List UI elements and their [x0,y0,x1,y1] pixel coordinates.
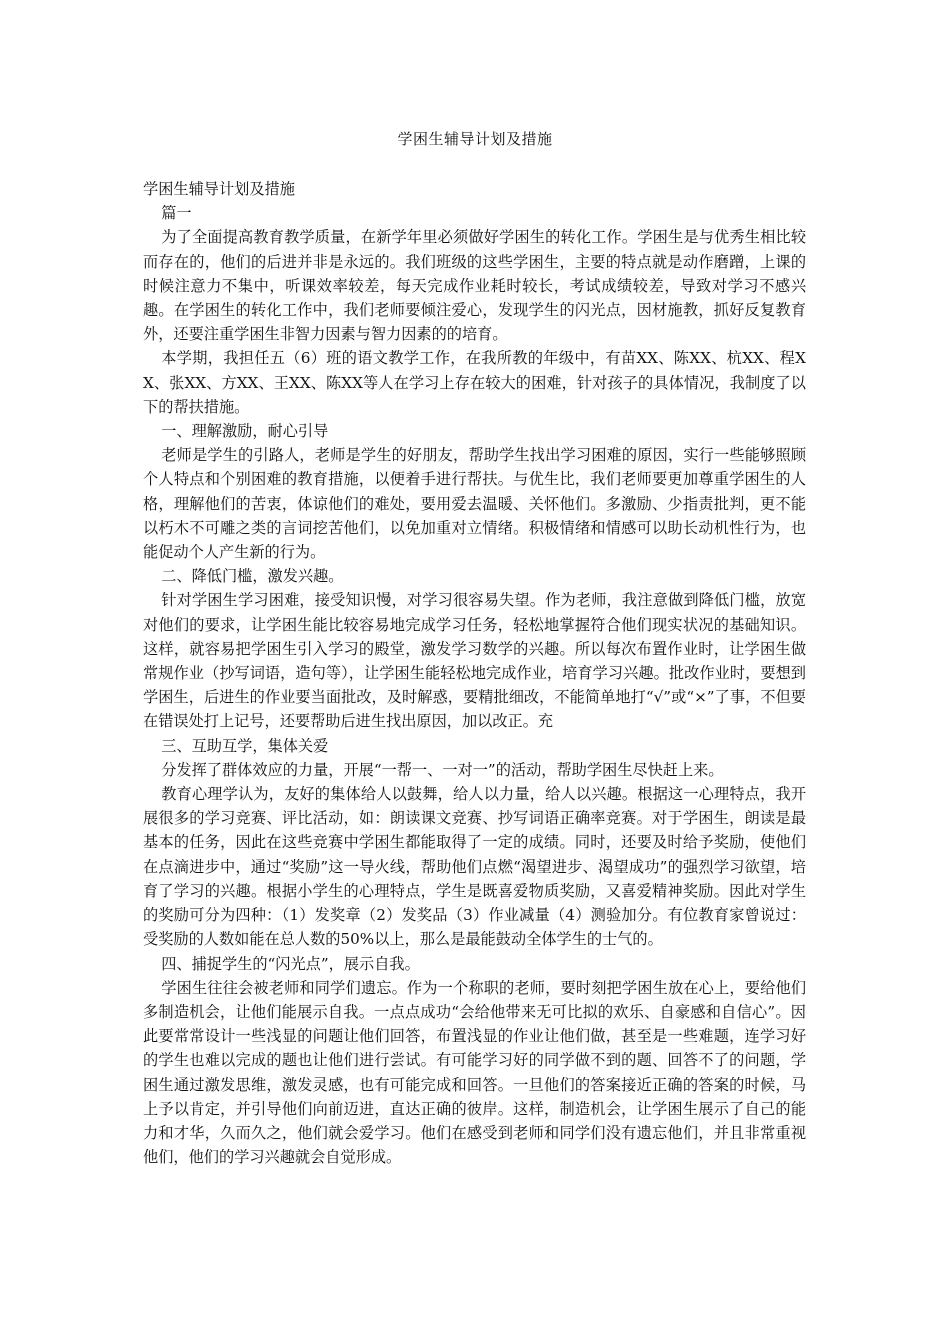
paragraph: 本学期，我担任五（6）班的语文教学工作，在我所教的年级中，有苗XX、陈XX、杭XX、程XX、张XX、方XX、王XX、陈XX等人在学习上存在较大的困难，针对孩子的具体情况，我制度了以下的帮扶措施。 [143,349,806,416]
section-heading: 篇一 [161,204,192,223]
paragraph: 分发挥了群体效应的力量，开展“一帮一、一对一”的活动，帮助学困生尽快赶上来。 [161,760,724,779]
section-heading: 一、理解激励，耐心引导 [161,422,329,441]
document-title: 学困生辅导计划及措施 [397,130,553,148]
document-body [143,177,806,1169]
section-heading: 三、互助互学，集体关爱 [161,736,329,755]
paragraph: 教育心理学认为，友好的集体给人以鼓舞，给人以力量，给人以兴趣。根据这一心理特点，我开展很多的学习竞赛、评比活动，如：朗读课文竞赛、抄写词语正确率竞赛。对于学困生，朗读是最基本的任务，因此在这些竞赛中学困生都能取得了一定的成绩。同时，还要及时给予奖励，使他们在点滴进步中，通过“奖励”这一导火线，帮助他们点燃“渴望进步、渴望成功”的强烈学习欲望，培育了学习的兴趣。根据小学生的心理特点，学生是既喜爱物质奖励，又喜爱精神奖励。因此对学生的奖励可分为四种：（1）发奖章（2）发奖品（3）作业减量（4）测验加分。有位教育家曾说过：受奖励的人数如能在总人数的50%以上，那么是最能鼓动全体学生的士气的。 [143,785,806,949]
paragraph: 学困生往往会被老师和同学们遗忘。作为一个称职的老师，要时刻把学困生放在心上，要给他们多制造机会，让他们能展示自我。一点点成功“会给他带来无可比拟的欢乐、自豪感和自信心”。因此要常常设计一些浅显的问题让他们回答，布置浅显的作业让他们做，甚至是一些难题，连学习好的学生也难以完成的题也让他们进行尝试。有可能学习好的同学做不到的题、回答不了的问题，学困生通过激发思维，激发灵感，也有可能完成和回答。一旦他们的答案接近正确的答案的时候，马上予以肯定，并引导他们向前迈进，直达正确的彼岸。这样，制造机会，让学困生展示了自己的能力和才华，久而久之，他们就会爱学习。他们在感受到老师和同学们没有遗忘他们，并且非常重视他们，他们的学习兴趣就会自觉形成。 [143,978,806,1167]
section-heading: 四、捕捉学生的“闪光点”，展示自我。 [161,954,420,973]
paragraph: 老师是学生的引路人，老师是学生的好朋友，帮助学生找出学习困难的原因，实行一些能够照顾个人特点和个别困难的教育措施，以便着手进行帮扶。与优生比，我们老师要更加尊重学困生的人格，理解他们的苦衷，体谅他们的难处，要用爱去温暖、关怀他们。多激励、少指责批判，更不能以朽木不可雕之类的言词挖苦他们，以免加重对立情绪。积极情绪和情感可以助长动机性行为，也能促动个人产生新的行为。 [143,446,806,562]
paragraph: 为了全面提高教育教学质量，在新学年里必须做好学困生的转化工作。学困生是与优秀生相比较而存在的，他们的后进并非是永远的。我们班级的这些学困生，主要的特点就是动作磨蹭，上课的时候注意力不集中，听课效率较差，每天完成作业耗时较长，考试成绩较差，导致对学习不感兴趣。在学困生的转化工作中，我们老师要倾注爱心，发现学生的闪光点，因材施教，抓好反复教育外，还要注重学困生非智力因素与智力因素的的培育。 [143,228,806,344]
section-heading: 二、降低门槛，激发兴趣。 [161,567,344,586]
paragraph: 针对学困生学习困难，接受知识慢，对学习很容易失望。作为老师，我注意做到降低门槛，放宽对他们的要求，让学困生能比较容易地完成学习任务，轻松地掌握符合他们现实状况的基础知识。这样，就容易把学困生引入学习的殿堂，激发学习数学的兴趣。所以每次布置作业时，让学困生做常规作业（抄写词语，造句等），让学困生能轻松地完成作业，培育学习兴趣。批改作业时，要想到学困生，后进生的作业要当面批改，及时解惑，要精批细改，不能简单地打“√”或“×”了事，不但要在错误处打上记号，还要帮助后进生找出原因，加以改正。充 [143,591,806,731]
body-heading: 学困生辅导计划及措施 [143,180,295,198]
